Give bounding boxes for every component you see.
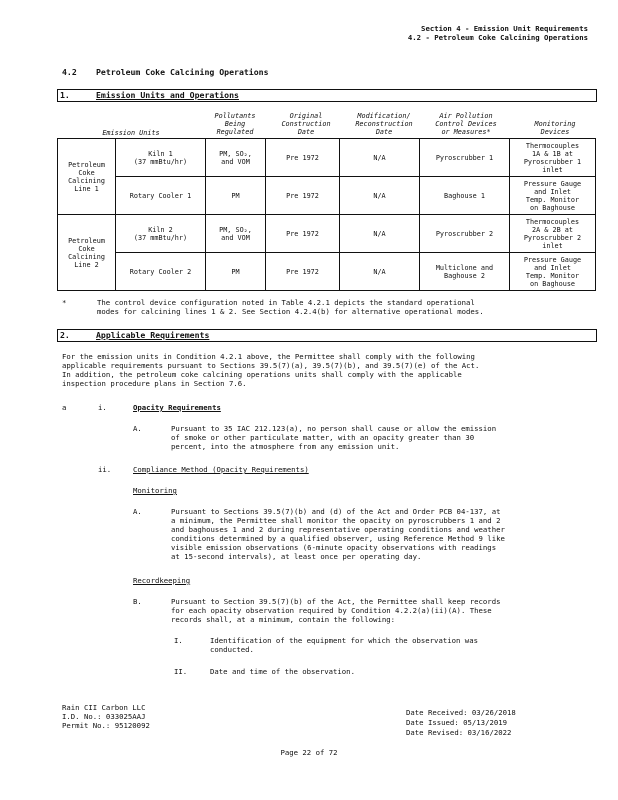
running-header-line1: Section 4 - Emission Unit Requirements xyxy=(421,24,588,33)
item-a-letter: a xyxy=(62,403,67,412)
box2-number: 2. xyxy=(60,330,70,340)
box1-number: 1. xyxy=(60,90,70,100)
original-kiln2: Pre 1972 xyxy=(266,215,340,253)
footer-company: Rain CII Carbon LLC xyxy=(62,703,146,712)
table-row xyxy=(58,177,596,215)
control-kiln1: Pyroscrubber 1 xyxy=(420,139,510,177)
col-header-control-devices: Air Pollution Control Devices or Measures* xyxy=(435,112,497,136)
col-header-original-construction: Original Construction Date xyxy=(281,112,331,136)
applicable-requirements-heading-box xyxy=(57,329,597,342)
footnote-line2: modes for calcining lines 1 & 2. See Section 4.2.4(b) for alternative operational modes. xyxy=(97,307,484,316)
control-kiln2: Pyroscrubber 2 xyxy=(420,215,510,253)
monitoring-kiln2: Thermocouples 2A & 2B at Pyroscrubber 2 inlet xyxy=(510,215,596,253)
box2-title: Applicable Requirements xyxy=(96,330,210,340)
pollutants-kiln1: PM, SO₂, and VOM xyxy=(206,139,266,177)
original-cooler2: Pre 1972 xyxy=(266,253,340,291)
item-rec-B-letter: B. xyxy=(133,597,142,606)
item-a-A-line: Pursuant to 35 IAC 212.123(a), no person shall cause or allow the emission xyxy=(171,424,497,433)
footer-date-issued: Date Issued: 05/13/2019 xyxy=(406,718,508,727)
intro-line: In addition, the petroleum coke calcining operations units shall comply with the applicable xyxy=(62,370,462,379)
table-row xyxy=(58,139,596,177)
pollutants-kiln2: PM, SO₂, and VOM xyxy=(206,215,266,253)
intro-line: applicable requirements pursuant to Sections 39.5(7)(a), 39.5(7)(b), and 39.5(7)(e) of the Act. xyxy=(62,361,480,370)
emission-units-heading-box xyxy=(57,89,597,102)
item-rec-B-line: Pursuant to Section 39.5(7)(b) of the Act, the Permittee shall keep records xyxy=(171,597,501,606)
item-mon-A-letter: A. xyxy=(133,507,142,516)
compliance-method-title: Compliance Method (Opacity Requirements) xyxy=(133,465,309,474)
sub-I-line: conducted. xyxy=(210,645,254,654)
col-header-modification: Modification/ Reconstruction Date xyxy=(355,112,413,136)
item-rec-B-line: for each opacity observation required by Condition 4.2.2(a)(ii)(A). These xyxy=(171,606,492,615)
box1-title: Emission Units and Operations xyxy=(96,90,239,100)
monitoring-cooler1: Pressure Gauge and Inlet Temp. Monitor on Baghouse xyxy=(510,177,596,215)
control-cooler2: Multiclone and Baghouse 2 xyxy=(420,253,510,291)
col-header-emission-units: Emission Units xyxy=(102,129,160,137)
sub-I-line: Identification of the equipment for which the observation was xyxy=(210,636,478,645)
footnote-line1: The control device configuration noted in Table 4.2.1 depicts the standard operational xyxy=(97,298,475,307)
monitoring-title: Monitoring xyxy=(133,486,177,495)
col-header-monitoring-devices: Monitoring Devices xyxy=(534,120,576,136)
table-row xyxy=(58,215,596,253)
item-mon-A-line: conditions determined by a qualified observer, using Reference Method 9 like xyxy=(171,534,505,543)
sub-I-roman: I. xyxy=(174,636,183,645)
item-mon-A-line: and baghouses 1 and 2 during representative operating conditions and weather xyxy=(171,525,505,534)
original-kiln1: Pre 1972 xyxy=(266,139,340,177)
footer-id: I.D. No.: 033025AAJ xyxy=(62,712,146,721)
footer-date-revised: Date Revised: 03/16/2022 xyxy=(406,728,512,737)
modification-kiln1: N/A xyxy=(340,139,420,177)
emission-units-table xyxy=(57,138,596,291)
item-mon-A-line: visible emission observations (6-minute opacity observations with readings xyxy=(171,543,497,552)
sub-II-line: Date and time of the observation. xyxy=(210,667,355,676)
monitoring-kiln1: Thermocouples 1A & 1B at Pyroscrubber 1 inlet xyxy=(510,139,596,177)
group-label-line2: Petroleum Coke Calcining Line 2 xyxy=(58,215,116,291)
running-header-line2: 4.2 - Petroleum Coke Calcining Operations xyxy=(407,33,588,42)
unit-cooler2: Rotary Cooler 2 xyxy=(116,253,206,291)
item-a-roman: i. xyxy=(98,403,107,412)
unit-kiln2: Kiln 2 (37 mmBtu/hr) xyxy=(116,215,206,253)
item-a-A-letter: A. xyxy=(133,424,142,433)
col-header-pollutants: Pollutants Being Regulated xyxy=(214,112,256,136)
footer-date-received: Date Received: 03/26/2018 xyxy=(406,708,516,717)
section-number: 4.2 xyxy=(62,67,77,77)
item-mon-A-line: at 15-second intervals), at least once per operating day. xyxy=(171,552,422,561)
intro-line: For the emission units in Condition 4.2.1 above, the Permittee shall comply with the following xyxy=(62,352,475,361)
opacity-requirements-title: Opacity Requirements xyxy=(133,403,221,412)
item-rec-B-line: records shall, at a minimum, contain the following: xyxy=(171,615,396,624)
monitoring-cooler2: Pressure Gauge and Inlet Temp. Monitor on Baghouse xyxy=(510,253,596,291)
group-label-line1: Petroleum Coke Calcining Line 1 xyxy=(58,139,116,215)
footnote-marker: * xyxy=(62,298,67,307)
pollutants-cooler1: PM xyxy=(206,177,266,215)
item-a-A-line: of smoke or other particulate matter, with an opacity greater than 30 xyxy=(171,433,475,442)
pollutants-cooler2: PM xyxy=(206,253,266,291)
recordkeeping-title: Recordkeeping xyxy=(133,576,191,585)
unit-cooler1: Rotary Cooler 1 xyxy=(116,177,206,215)
modification-cooler2: N/A xyxy=(340,253,420,291)
item-a-A-line: percent, into the atmosphere from any emission unit. xyxy=(171,442,400,451)
section-title: Petroleum Coke Calcining Operations xyxy=(96,67,269,77)
intro-line: inspection procedure plans in Section 7.6. xyxy=(62,379,247,388)
item-mon-A-line: a minimum, the Permittee shall monitor the opacity on pyroscrubbers 1 and 2 xyxy=(171,516,501,525)
sub-II-roman: II. xyxy=(174,667,188,676)
item-ii-roman: ii. xyxy=(98,465,112,474)
unit-kiln1: Kiln 1 (37 mmBtu/hr) xyxy=(116,139,206,177)
footer-permit: Permit No.: 95120092 xyxy=(62,721,150,730)
item-mon-A-line: Pursuant to Sections 39.5(7)(b) and (d) of the Act and Order PCB 04-137, at xyxy=(171,507,501,516)
original-cooler1: Pre 1972 xyxy=(266,177,340,215)
table-row xyxy=(58,253,596,291)
page-number: Page 22 of 72 xyxy=(280,748,338,757)
control-cooler1: Baghouse 1 xyxy=(420,177,510,215)
modification-kiln2: N/A xyxy=(340,215,420,253)
modification-cooler1: N/A xyxy=(340,177,420,215)
